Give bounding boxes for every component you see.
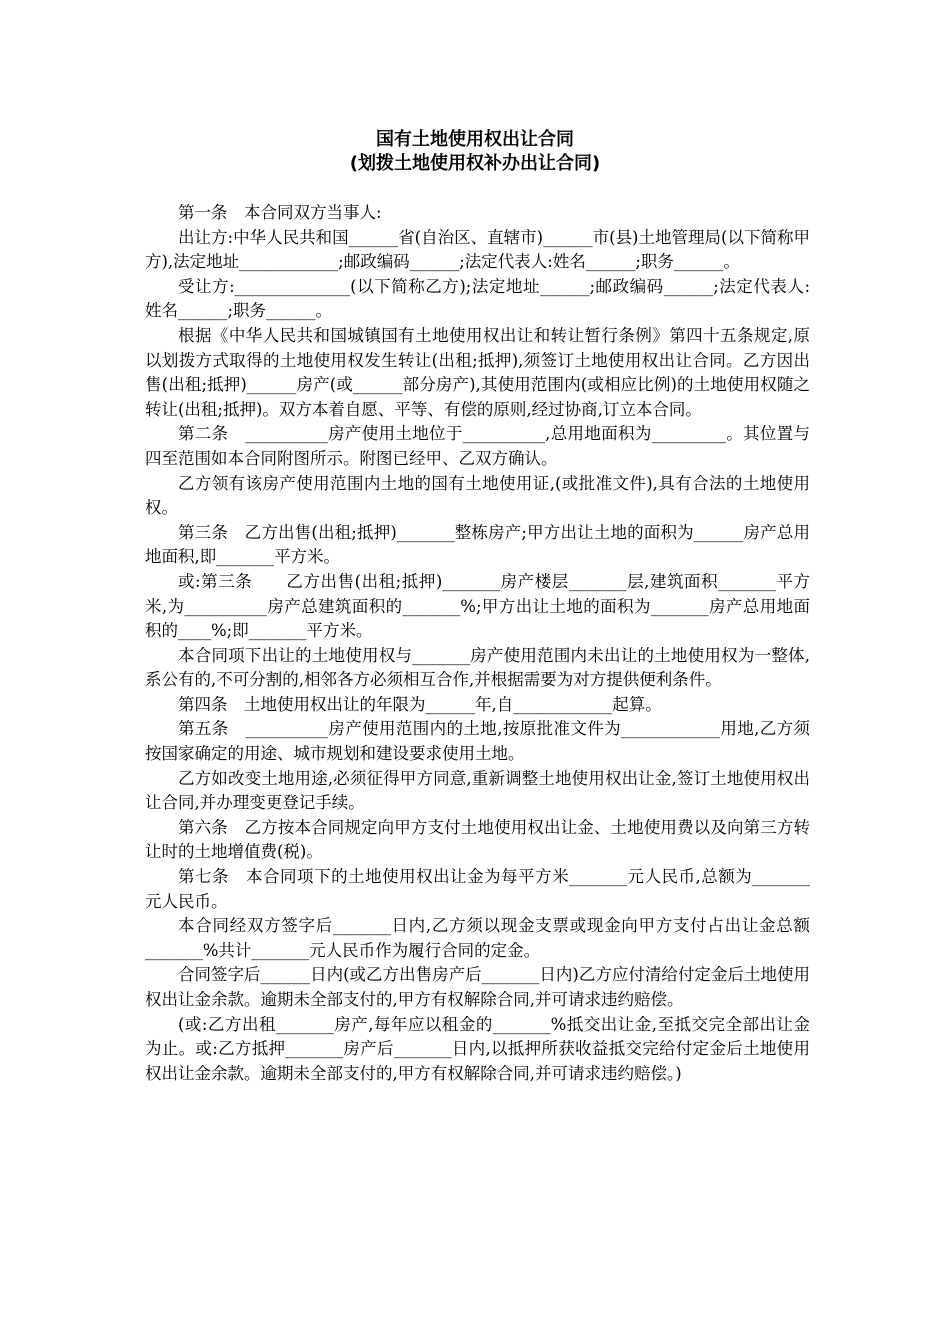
paragraph: (或:乙方出租_______房产,每年应以租金的_______%抵交出让金,至抵交完全部出让金为止。或:乙方抵押_______房产后_______日内,以抵押所获收益抵交完给付定金后土地使用权出让金余款。逾期未全部支付的,甲方有权解除合同,并可请求违约赔偿。) <box>145 1014 810 1083</box>
document-title: 国有土地使用权出让合同 <box>376 129 574 150</box>
paragraph: 第四条 土地使用权出让的年限为______年,自____________起算。 <box>178 694 662 714</box>
paragraph: 乙方如改变土地用途,必须征得甲方同意,重新调整土地使用权出让金,签订土地使用权出让合同,并办理变更登记手续。 <box>145 768 810 813</box>
paragraph: 第三条 乙方出售(出租;抵押)_______整栋房产;甲方出让土地的面积为______房产总用地面积,即_______平方米。 <box>145 522 810 567</box>
paragraph: 受让方:______________(以下简称乙方);法定地址______;邮政编码______;法定代表人:姓名______;职务______。 <box>145 276 810 321</box>
paragraph: 合同签字后______日内(或乙方出售房产后_______日内)乙方应付清给付定金后土地使用权出让金余款。逾期未全部支付的,甲方有权解除合同,并可请求违约赔偿。 <box>145 965 810 1009</box>
paragraph: 第七条 本合同项下的土地使用权出让金为每平方米_______元人民币,总额为_______元人民币。 <box>145 867 810 911</box>
paragraph: 本合同经双方签字后_______日内,乙方须以现金支票或现金向甲方支付占出让金总额_______%共计_______元人民币作为履行合同的定金。 <box>145 916 810 960</box>
paragraph: 乙方领有该房产使用范围内土地的国有土地使用证,(或批准文件),具有合法的土地使用权。 <box>145 473 810 518</box>
paragraph: 本合同项下出让的土地使用权与_______房产使用范围内未出让的土地使用权为一整体,系公有的,不可分割的,相邻各方必须相互合作,并根据需要为对方提供便利条件。 <box>145 645 810 690</box>
paragraph: 第六条 乙方按本合同规定向甲方支付土地使用权出让金、土地使用费以及向第三方转让时的土地增值费(税)。 <box>145 817 810 862</box>
document-body <box>145 201 810 1086</box>
paragraph: 第一条 本合同双方当事人: <box>178 203 382 222</box>
paragraph: 第五条 __________房产使用范围内的土地,按原批准文件为____________用地,乙方须按国家确定的用途、城市规划和建设要求使用土地。 <box>145 719 810 764</box>
paragraph: 第二条 __________房产使用土地位于__________,总用地面积为_________。其位置与四至范围如本合同附图所示。附图已经甲、乙双方确认。 <box>145 424 810 468</box>
paragraph: 出让方:中华人民共和国______省(自治区、直辖市)______市(县)土地管理局(以下简称甲方),法定地址____________;邮政编码______;法定代表人:姓名______;职务______。 <box>145 227 810 272</box>
paragraph: 或:第三条 乙方出售(出租;抵押)_______房产楼层_______层,建筑面积_______平方米,为__________房产总建筑面积的_______%;甲方出让土地的面积为_______房产总用地面积的____%;即_______平方米。 <box>145 571 810 641</box>
document-subtitle: (划拨土地使用权补办出让合同) <box>349 153 601 174</box>
paragraph: 根据《中华人民共和国城镇国有土地使用权出让和转让暂行条例》第四十五条规定,原以划拨方式取得的土地使用权发生转让(出租;抵押),须签订土地使用权出让合同。乙方因出售(出租;抵押)______房产(或______部分房产),其使用范围内(或相应比例)的土地使用权随之转让(出租;抵押)。双方本着自愿、平等、有偿的原则,经过协商,订立本合同。 <box>145 325 810 419</box>
